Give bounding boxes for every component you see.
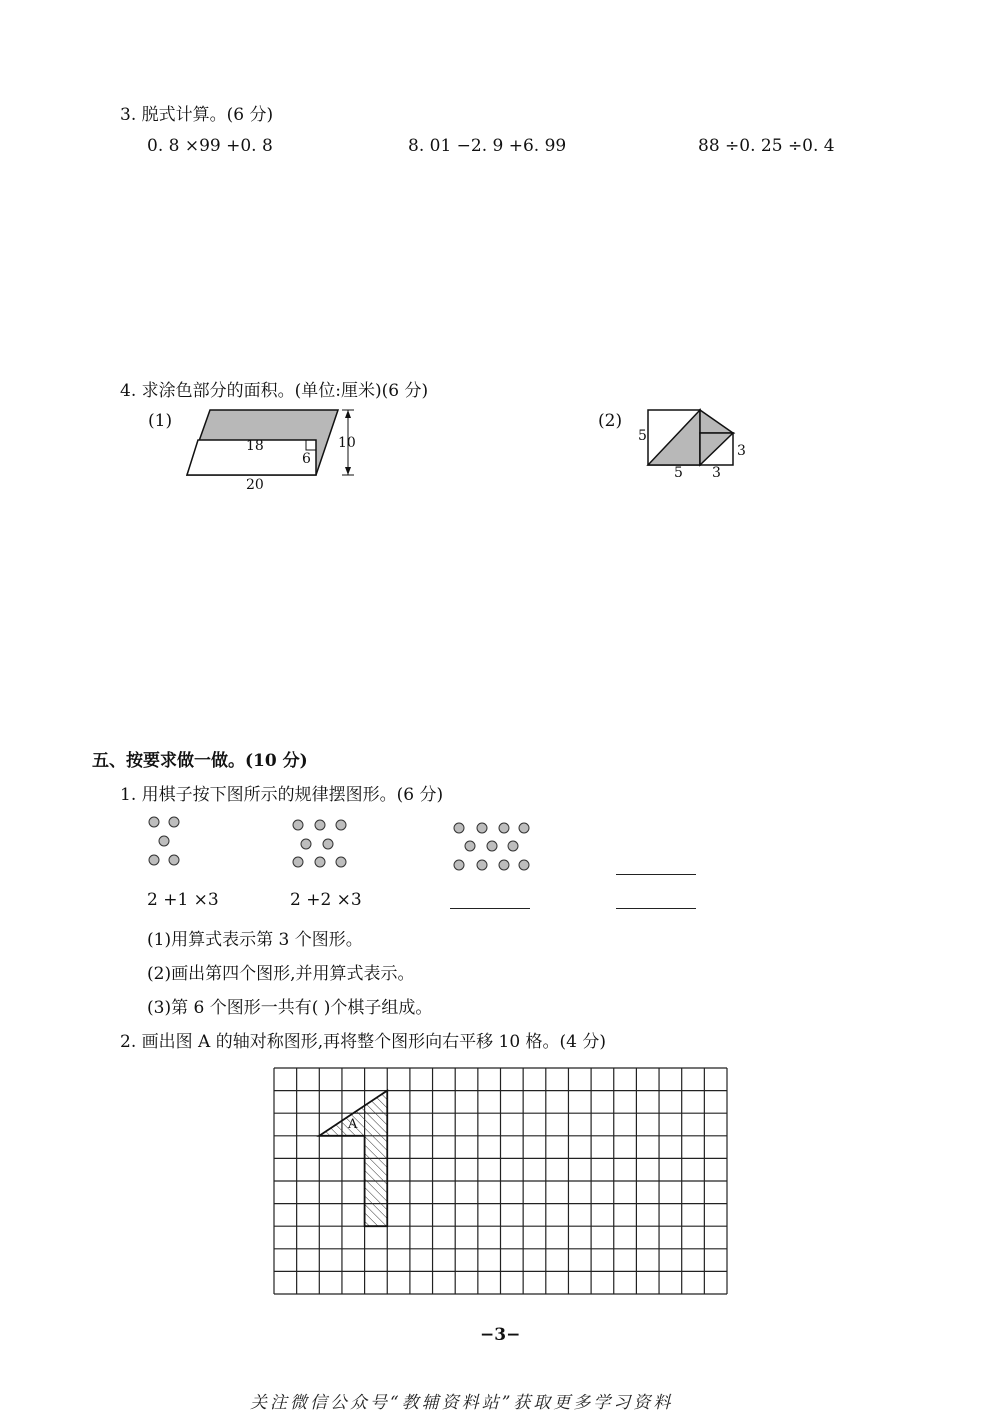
sub-q3: (3)第 6 个图形一共有( )个棋子组成。 [147,998,433,1018]
expr-2: 8. 01 −2. 9 +6. 99 [408,136,567,156]
dim-6: 6 [302,451,311,467]
page-number: −3− [480,1325,521,1345]
q5-2-title: 2. 画出图 A 的轴对称图形,再将整个图形向右平移 10 格。(4 分) [120,1032,607,1052]
dim-3-right: 3 [737,443,746,459]
dim-18: 18 [246,438,264,454]
footer-watermark: 关注微信公众号“教辅资料站”获取更多学习资料 [250,1393,674,1413]
q3-title: 3. 脱式计算。(6 分) [120,105,274,125]
formula-1: 2 +1 ×3 [147,890,219,910]
dim-5-left: 5 [638,428,647,444]
dim-20: 20 [246,477,264,493]
expr-1: 0. 8 ×99 +0. 8 [147,136,273,156]
dim-3-bottom: 3 [712,465,721,481]
sub-q2: (2)画出第四个图形,并用算式表示。 [147,964,415,984]
fig2-label: (2) [598,411,623,431]
dim-5-bottom: 5 [674,465,683,481]
q4-title: 4. 求涂色部分的面积。(单位:厘米)(6 分) [120,381,429,401]
shape-a-label: A [348,1117,358,1132]
fig1-label: (1) [148,411,173,431]
expr-3: 88 ÷0. 25 ÷0. 4 [698,136,835,156]
formula-2: 2 +2 ×3 [290,890,362,910]
q5-1-title: 1. 用棋子按下图所示的规律摆图形。(6 分) [120,785,444,805]
dim-10: 10 [338,435,356,451]
sub-q1: (1)用算式表示第 3 个图形。 [147,930,363,950]
section5-title: 五、按要求做一做。(10 分) [92,751,308,771]
